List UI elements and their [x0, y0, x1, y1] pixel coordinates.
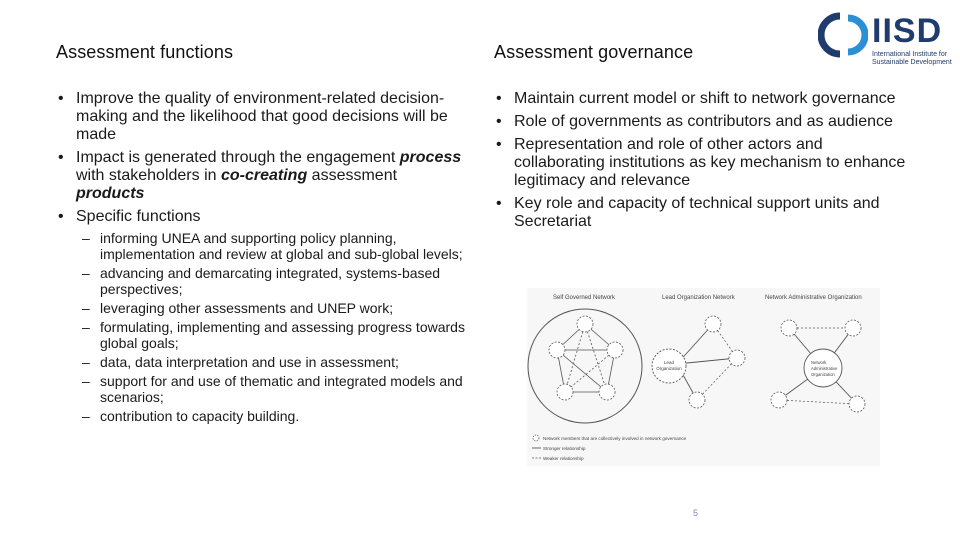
bullet-text: Improve the quality of environment-related decision-making and the likelihood that good decisions will be made [76, 90, 448, 143]
lead-organization-label-2: Organization [656, 366, 682, 371]
lead-organization-label-1: Lead [663, 360, 675, 365]
logo-tagline-1: International Institute for [872, 51, 948, 58]
diagram-title-lead-organization: Lead Organization Network [662, 295, 735, 301]
sub-item: – leveraging other assessments and UNEP work; [76, 300, 466, 316]
bullet-text: Impact is generated through the engagement [76, 149, 400, 166]
sub-list [76, 230, 466, 424]
right-column [494, 90, 914, 236]
sub-item: – advancing and demarcating integrated, systems-based perspectives; [76, 265, 466, 297]
bullet-text: with stakeholders in [76, 167, 221, 184]
legend-weaker: Weaker relationship [543, 456, 584, 461]
bullet-governance-model: • Maintain current model or shift to network governance [494, 90, 914, 108]
logo-tagline-2: Sustainable Development [872, 59, 952, 66]
emphasis-process: process [399, 149, 462, 166]
nao-label-3: Organization [811, 372, 835, 377]
left-column [56, 90, 466, 429]
sub-item: – contribution to capacity building. [76, 408, 466, 424]
emphasis-co-creating: co-creating [220, 167, 308, 184]
bullet-text: Specific functions [76, 208, 201, 225]
nao-label-2: Administrative [811, 366, 838, 371]
bullet-role-governments: • Role of governments as contributors and as audience [494, 113, 914, 131]
bullet-technical-support: • Key role and capacity of technical support units and Secretariat [494, 195, 914, 231]
bullet-specific-functions [56, 208, 466, 424]
bullet-improve-quality [56, 90, 466, 144]
sub-item: – informing UNEA and supporting policy planning, implementation and review at global and sub-global levels; [76, 230, 466, 262]
diagram-title-self-governed: Self Governed Network [553, 295, 616, 301]
bullet-impact [56, 149, 466, 203]
diagram-title-nao: Network Administrative Organization [765, 295, 862, 301]
page-number: 5 [693, 508, 699, 518]
sub-item: – formulating, implementing and assessing progress towards global goals; [76, 319, 466, 351]
bullet-text: assessment [307, 167, 398, 184]
iisd-logo [818, 8, 958, 70]
logo-tagline [872, 51, 960, 67]
nao-label-1: Network [811, 360, 827, 365]
heading-assessment-governance: Assessment governance [494, 42, 694, 62]
legend-members: Network members that are collectively involved in network governance [543, 436, 687, 441]
sub-item: – support for and use of thematic and integrated models and scenarios; [76, 373, 466, 405]
network-governance-diagram [527, 288, 880, 466]
emphasis-products: products [76, 185, 145, 202]
legend-stronger: Stronger relationship [543, 446, 586, 451]
logo-wordmark: IISD [872, 12, 943, 50]
bullet-representation: • Representation and role of other actors and collaborating institutions as key mechanism to enhance legitimacy and relevance [494, 136, 914, 190]
iisd-logo-mark-icon [818, 10, 868, 60]
sub-item: – data, data interpretation and use in assessment; [76, 354, 466, 370]
heading-assessment-functions: Assessment functions [56, 42, 234, 62]
